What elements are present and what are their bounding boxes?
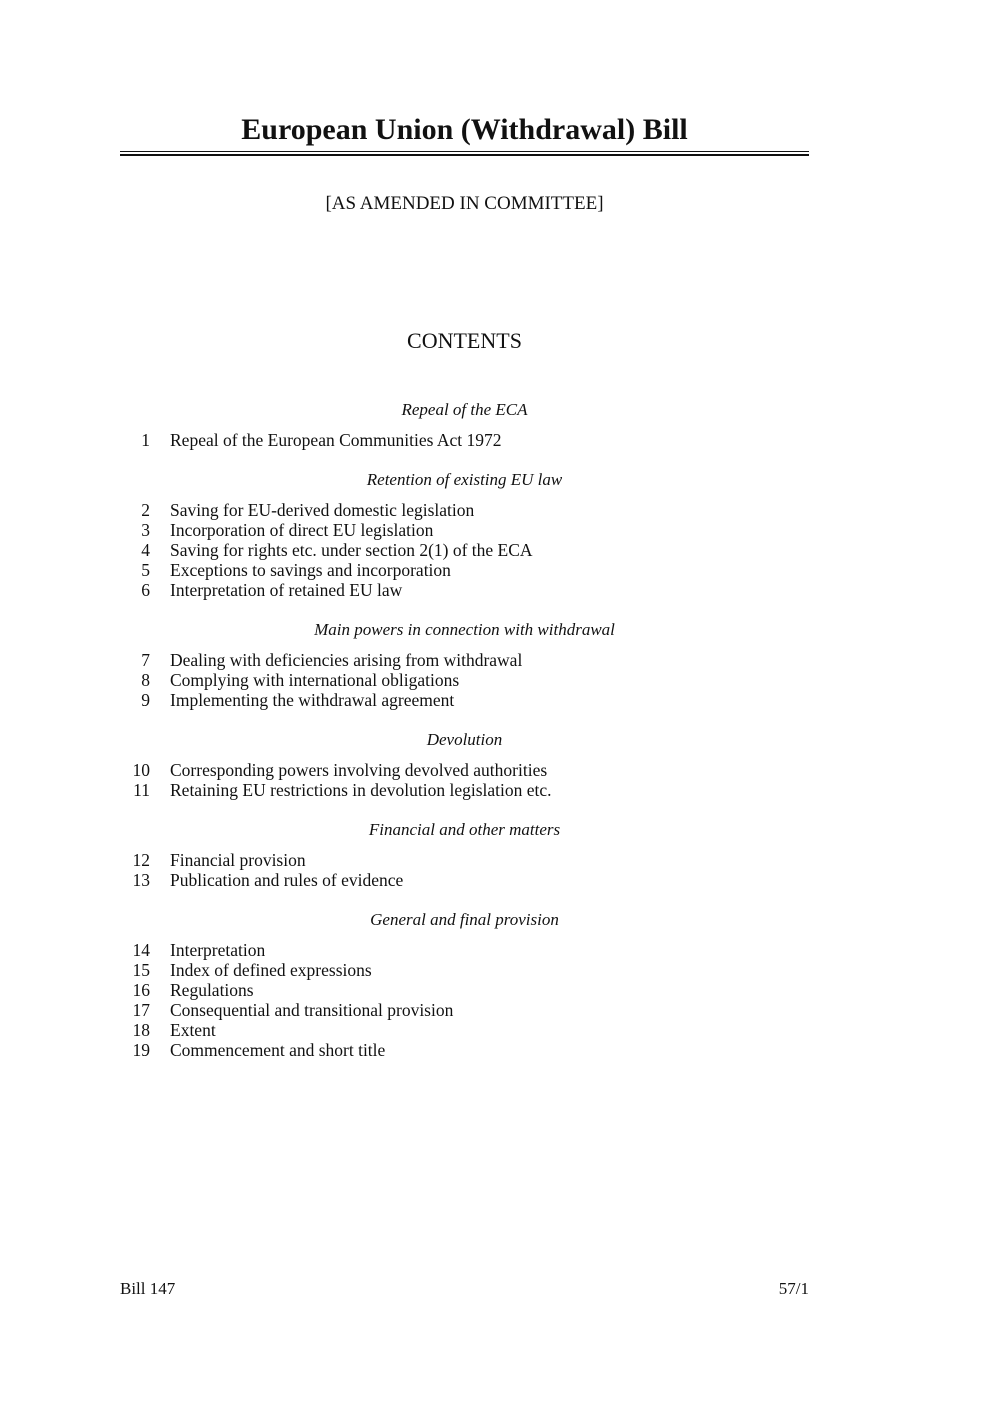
clause-number: 1 xyxy=(141,430,150,450)
toc-entry[interactable] xyxy=(120,780,809,800)
clause-number: 9 xyxy=(141,690,150,710)
clause-number: 8 xyxy=(141,670,150,690)
clause-number: 7 xyxy=(141,650,150,670)
toc-entry[interactable] xyxy=(120,540,809,560)
toc-entry[interactable] xyxy=(120,980,809,1000)
bill-number: Bill 147 xyxy=(120,1279,176,1298)
title-rule-thin xyxy=(120,151,809,152)
clause-title: Saving for rights etc. under section 2(1) of the ECA xyxy=(170,540,533,560)
clause-title: Implementing the withdrawal agreement xyxy=(170,690,455,710)
toc-entry[interactable] xyxy=(120,430,809,450)
clause-title: Incorporation of direct EU legislation xyxy=(170,520,434,540)
clause-title: Regulations xyxy=(170,980,254,1000)
toc-section xyxy=(120,820,809,890)
section-heading: Devolution xyxy=(426,730,503,749)
toc-section xyxy=(120,730,809,800)
clause-number: 10 xyxy=(132,760,150,780)
clause-title: Interpretation xyxy=(170,940,266,960)
clause-title: Consequential and transitional provision xyxy=(170,1000,454,1020)
clause-title: Publication and rules of evidence xyxy=(170,870,404,890)
toc-entry[interactable] xyxy=(120,690,809,710)
section-heading: Financial and other matters xyxy=(368,820,561,839)
toc-entry[interactable] xyxy=(120,1020,809,1040)
clause-title: Financial provision xyxy=(170,850,306,870)
clause-number: 15 xyxy=(132,960,150,980)
clause-number: 13 xyxy=(132,870,150,890)
clause-number: 4 xyxy=(141,540,150,560)
clause-number: 14 xyxy=(132,940,150,960)
clause-title: Dealing with deficiencies arising from withdrawal xyxy=(170,650,523,670)
clause-number: 5 xyxy=(141,560,150,580)
clause-number: 3 xyxy=(141,520,150,540)
toc-entry[interactable] xyxy=(120,1000,809,1020)
contents-heading: CONTENTS xyxy=(407,328,522,353)
clause-number: 12 xyxy=(132,850,150,870)
toc-entry[interactable] xyxy=(120,650,809,670)
clause-title: Corresponding powers involving devolved authorities xyxy=(170,760,548,780)
clause-title: Index of defined expressions xyxy=(170,960,372,980)
clause-title: Interpretation of retained EU law xyxy=(170,580,403,600)
clause-number: 2 xyxy=(141,500,150,520)
toc-entry[interactable] xyxy=(120,520,809,540)
clause-title: Extent xyxy=(170,1020,216,1040)
toc-entry[interactable] xyxy=(120,1040,809,1060)
toc-section xyxy=(120,470,809,600)
toc-entry[interactable] xyxy=(120,850,809,870)
section-heading: Repeal of the ECA xyxy=(401,400,528,419)
toc-entry[interactable] xyxy=(120,670,809,690)
clause-number: 16 xyxy=(132,980,150,1000)
toc-entry[interactable] xyxy=(120,760,809,780)
section-heading: Retention of existing EU law xyxy=(366,470,563,489)
toc-section xyxy=(120,910,809,1060)
toc-section xyxy=(120,620,809,710)
toc-entry[interactable] xyxy=(120,960,809,980)
clause-number: 19 xyxy=(132,1040,150,1060)
section-heading: General and final provision xyxy=(370,910,559,929)
clause-title: Commencement and short title xyxy=(170,1040,386,1060)
document-title: European Union (Withdrawal) Bill xyxy=(241,113,688,146)
document-subtitle: [AS AMENDED IN COMMITTEE] xyxy=(325,193,604,214)
clause-title: Saving for EU-derived domestic legislation xyxy=(170,500,475,520)
toc-entry[interactable] xyxy=(120,940,809,960)
clause-title: Retaining EU restrictions in devolution legislation etc. xyxy=(170,780,552,800)
clause-number: 18 xyxy=(132,1020,150,1040)
title-rule-thick xyxy=(120,154,809,156)
table-of-contents xyxy=(120,400,809,1080)
toc-entry[interactable] xyxy=(120,500,809,520)
toc-entry[interactable] xyxy=(120,560,809,580)
clause-number: 17 xyxy=(132,1000,150,1020)
clause-title: Exceptions to savings and incorporation xyxy=(170,560,451,580)
clause-title: Complying with international obligations xyxy=(170,670,460,690)
toc-entry[interactable] xyxy=(120,870,809,890)
clause-number: 11 xyxy=(133,780,150,800)
toc-entry[interactable] xyxy=(120,580,809,600)
section-heading: Main powers in connection with withdrawal xyxy=(314,620,615,639)
clause-title: Repeal of the European Communities Act 1972 xyxy=(170,430,502,450)
clause-number: 6 xyxy=(141,580,150,600)
toc-section xyxy=(120,400,809,450)
page-reference: 57/1 xyxy=(778,1279,809,1298)
